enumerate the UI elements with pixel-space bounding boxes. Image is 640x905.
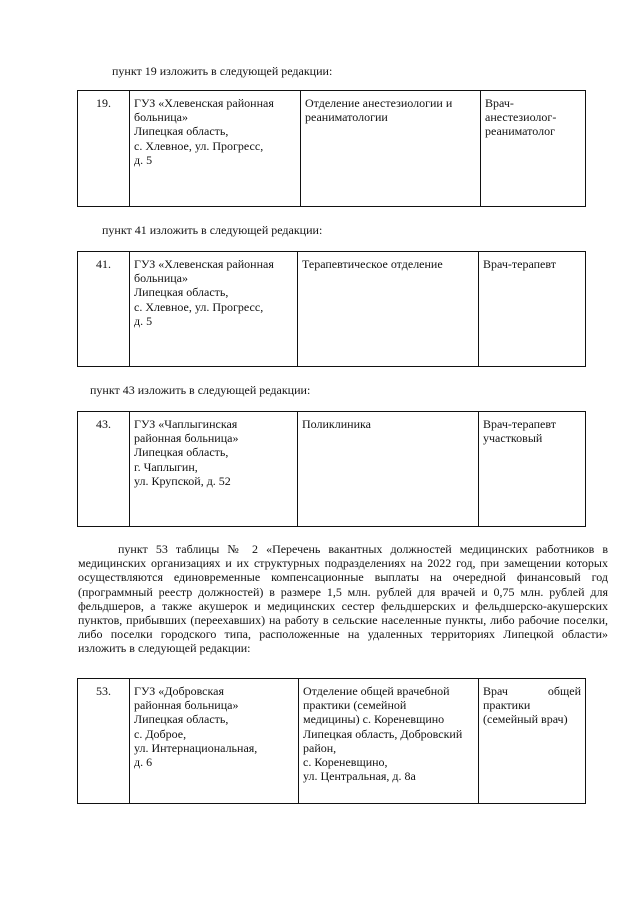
organization-cell: ГУЗ «Добровская районная больница» Липецкая область, с. Доброе, ул. Интернациональная, д. 6 bbox=[130, 679, 299, 804]
intro-item-19: пункт 19 изложить в следующей редакции: bbox=[112, 64, 333, 78]
row-number: 41. bbox=[78, 252, 130, 367]
paragraph-item-53: пункт 53 таблицы № 2 «Перечень вакантных должностей медицинских работников в медицинских организациях и их структурных подразделениях на 2022 год, при замещении которых осуществляются единовременные компенсационные выплаты на очередной финансовый год (программный реестр должностей) в размере 1,5 млн. рублей для врачей и 0,75 млн. рублей для фельдшеров, а также акушерок и медицинских сестер фельдшерских и фельдшерско-акушерских пунктов, прибывших (переехавших) на работу в сельские населенные пункты, либо рабочие поселки, либо поселки городского типа, расположенные на удаленных территориях Липецкой области» изложить в следующей редакции: bbox=[78, 542, 608, 656]
department-cell: Отделение общей врачебной практики (семейной медицины) с. Кореневщино Липецкая область, Добровский район, с. Кореневщино, ул. Центральная, д. 8а bbox=[299, 679, 479, 804]
row-number: 19. bbox=[78, 91, 130, 207]
department-cell: Поликлиника bbox=[298, 412, 479, 527]
intro-item-43: пункт 43 изложить в следующей редакции: bbox=[90, 383, 311, 397]
position-cell: Врач- анестезиолог- реаниматолог bbox=[481, 91, 586, 207]
organization-cell: ГУЗ «Хлевенская районная больница» Липецкая область, с. Хлевное, ул. Прогресс, д. 5 bbox=[130, 252, 298, 367]
table-row-19 bbox=[77, 90, 586, 207]
table-row-41 bbox=[77, 251, 586, 367]
organization-cell: ГУЗ «Чаплыгинская районная больница» Липецкая область, г. Чаплыгин, ул. Крупской, д. 52 bbox=[130, 412, 298, 527]
position-first-line: Врач общей bbox=[483, 684, 581, 698]
organization-cell: ГУЗ «Хлевенская районная больница» Липецкая область, с. Хлевное, ул. Прогресс, д. 5 bbox=[130, 91, 301, 207]
department-cell: Терапевтическое отделение bbox=[298, 252, 479, 367]
row-number: 53. bbox=[78, 679, 130, 804]
row-number: 43. bbox=[78, 412, 130, 527]
department-cell: Отделение анестезиологии и реаниматологии bbox=[301, 91, 481, 207]
table-row-53 bbox=[77, 678, 586, 804]
position-cell: Врач общей практики (семейный врач) bbox=[479, 679, 586, 804]
table-row-43 bbox=[77, 411, 586, 527]
position-cell: Врач-терапевт участковый bbox=[479, 412, 586, 527]
position-cell: Врач-терапевт bbox=[479, 252, 586, 367]
intro-item-41: пункт 41 изложить в следующей редакции: bbox=[102, 223, 323, 237]
